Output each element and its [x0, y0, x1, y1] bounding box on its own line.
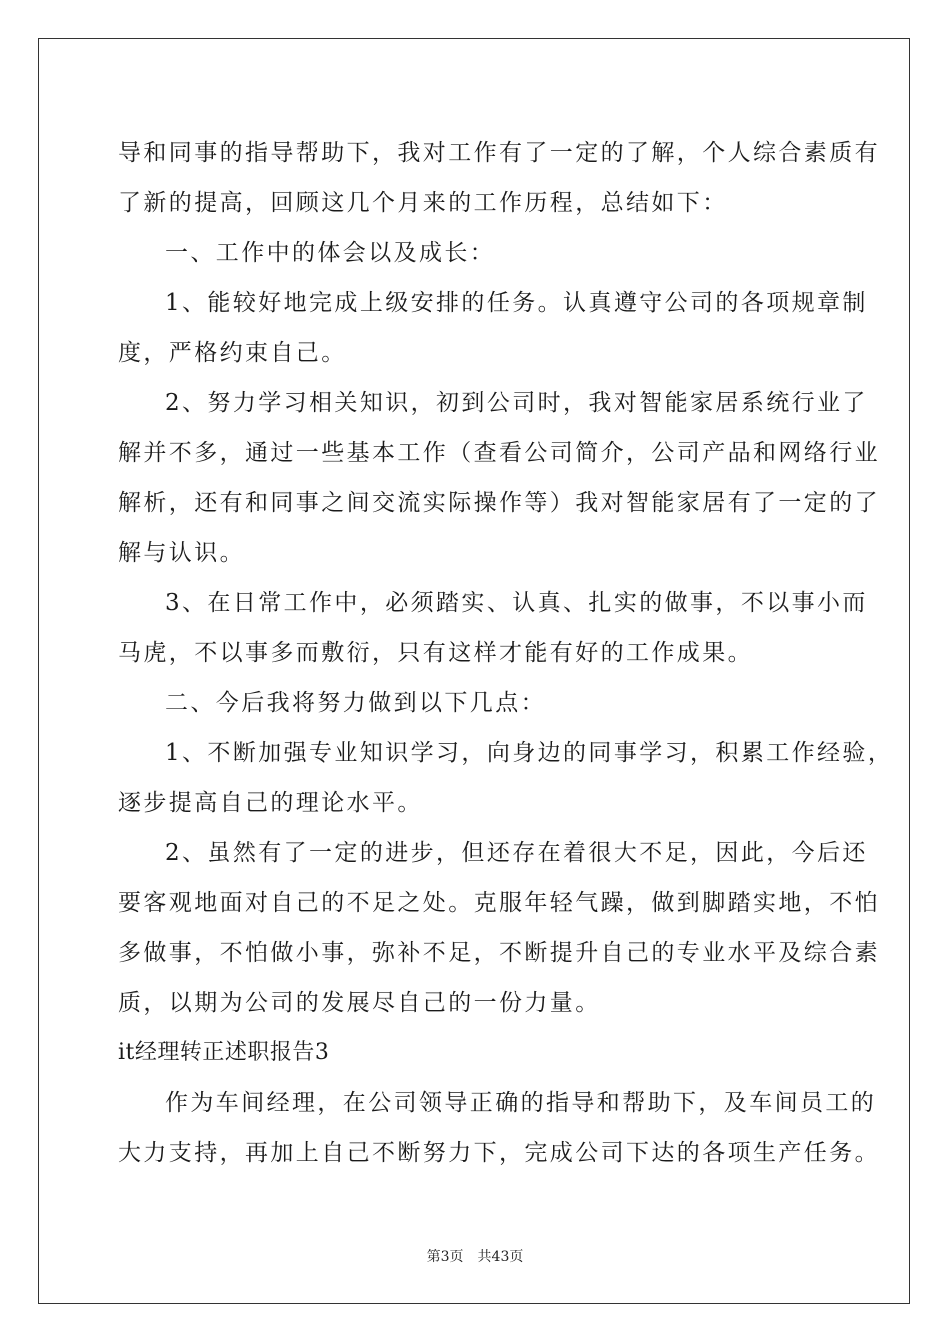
report-title: it经理转正述职报告3	[118, 1040, 330, 1065]
text-line: 解并不多，通过一些基本工作（查看公司简介，公司产品和网络行业	[118, 440, 880, 466]
document-body	[118, 128, 894, 1178]
text-line: 大力支持，再加上自己不断努力下，完成公司下达的各项生产任务。	[118, 1140, 880, 1166]
text-line: 1、不断加强专业知识学习，向身边的同事学习，积累工作经验，	[165, 740, 894, 766]
page-total: 共43页	[477, 1249, 524, 1265]
page-number: 第3页	[426, 1249, 464, 1265]
text-line: 逐步提高自己的理论水平。	[118, 790, 423, 816]
text-line: 解与认识。	[118, 540, 245, 566]
text-line: 作为车间经理，在公司领导正确的指导和帮助下，及车间员工的	[165, 1090, 877, 1116]
text-line: 解析，还有和同事之间交流实际操作等）我对智能家居有了一定的了	[118, 490, 880, 516]
text-line: 导和同事的指导帮助下，我对工作有了一定的了解，个人综合素质有	[118, 140, 880, 166]
text-line: 3、在日常工作中，必须踏实、认真、扎实的做事，不以事小而	[165, 590, 868, 616]
page-footer	[0, 1246, 950, 1266]
text-line: 多做事，不怕做小事，弥补不足，不断提升自己的专业水平及综合素	[118, 940, 880, 966]
section-heading: 一、工作中的体会以及成长：	[165, 240, 496, 266]
text-line: 要客观地面对自己的不足之处。克服年轻气躁，做到脚踏实地，不怕	[118, 890, 880, 916]
text-line: 了新的提高，回顾这几个月来的工作历程，总结如下：	[118, 190, 728, 216]
text-line: 马虎，不以事多而敷衍，只有这样才能有好的工作成果。	[118, 640, 753, 666]
text-line: 2、虽然有了一定的进步，但还存在着很大不足，因此，今后还	[165, 840, 868, 866]
text-line: 度，严格约束自己。	[118, 340, 347, 366]
section-heading: 二、今后我将努力做到以下几点：	[165, 690, 546, 716]
text-line: 2、努力学习相关知识，初到公司时，我对智能家居系统行业了	[165, 390, 868, 416]
text-line: 质，以期为公司的发展尽自己的一份力量。	[118, 990, 601, 1016]
text-line: 1、能较好地完成上级安排的任务。认真遵守公司的各项规章制	[165, 290, 868, 316]
